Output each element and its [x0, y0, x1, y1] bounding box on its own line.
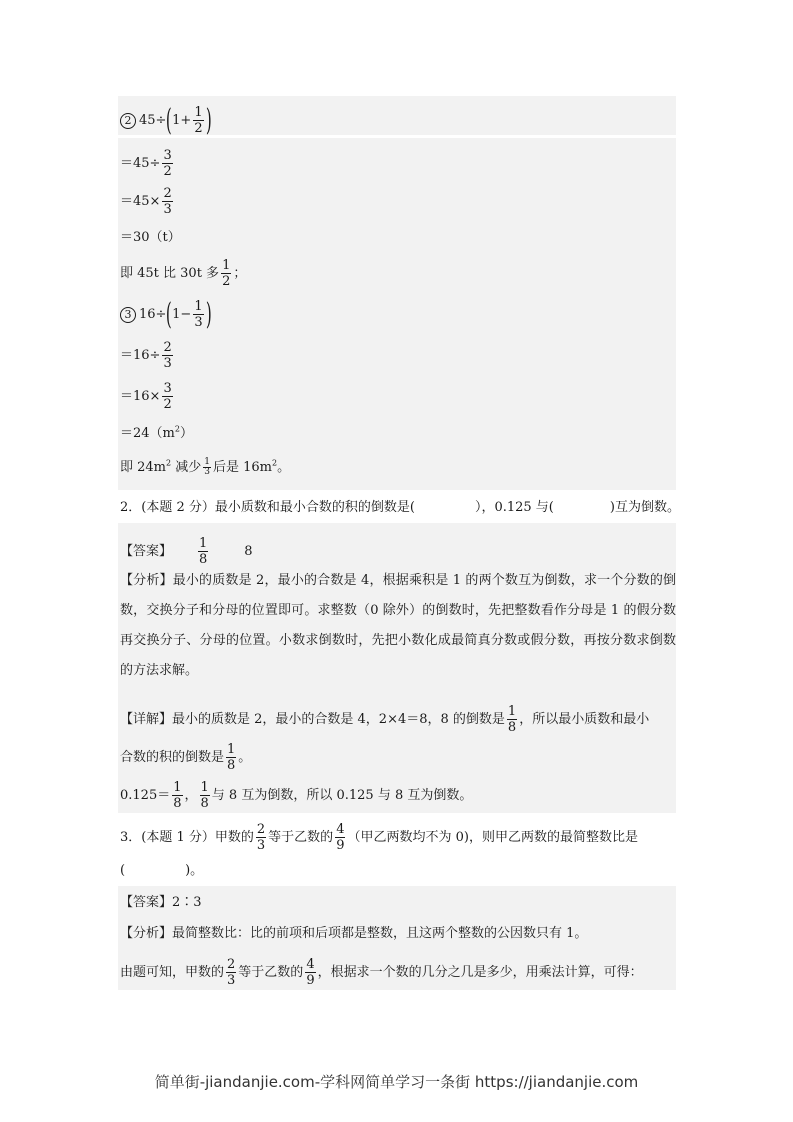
superscript: 2 — [174, 424, 180, 434]
answer-label: 【答案】 — [120, 544, 173, 559]
expr-text: 。 — [277, 460, 291, 475]
question-text: ），0.125 与( — [474, 500, 554, 515]
q3-blank-line — [120, 863, 203, 879]
page-footer: 简单街-jiandanjie.com-学科网简单学习一条街 https://jiandanjie.com — [154, 1073, 639, 1091]
step3-conclusion — [120, 458, 290, 477]
question-text: （甲乙两数均不为 0)，则甲乙两数的最简整数比是 — [347, 830, 638, 845]
step2-conclusion — [120, 258, 246, 289]
question-text: 3．(本题 1 分）甲数的 — [120, 830, 254, 845]
right-paren: ) — [205, 296, 212, 332]
fraction: $\frac{1}{8}$ — [173, 780, 182, 811]
detail-text: 【详解】最小的质数是 2，最小的合数是 4，2×4＝8，8 的倒数是 — [120, 712, 505, 727]
fraction: $\frac{2}{3}$ — [163, 186, 172, 217]
expr-text: ＝45÷ — [120, 156, 161, 171]
fraction: $\frac{1}{8}$ — [200, 780, 209, 811]
answer-value: 8 — [244, 544, 253, 559]
expr-text: 后是 16m — [212, 460, 272, 475]
right-paren: ) — [205, 102, 212, 138]
fraction: $\frac{1}{3}$ — [204, 457, 210, 477]
detail-text: 由题可知，甲数的 — [120, 965, 225, 980]
detail-text: ， — [184, 788, 198, 803]
expr-text: 45÷ — [139, 113, 167, 128]
step2-line2 — [120, 148, 175, 179]
question-text: 等于乙数的 — [268, 830, 334, 845]
expr-text: 16÷ — [139, 307, 167, 322]
question-text: )互为倒数。 — [609, 500, 680, 515]
step2-expression — [120, 102, 212, 138]
fraction: $\frac{2}{3}$ — [256, 822, 266, 853]
fraction: $\frac{1}{3}$ — [194, 299, 203, 330]
step3-line3 — [120, 381, 175, 412]
fraction: $\frac{2}{3}$ — [227, 957, 236, 988]
expr-text: ＝45× — [120, 194, 161, 209]
fraction: $\frac{4}{9}$ — [336, 822, 345, 853]
detail-text: 与 8 互为倒数，所以 0.125 与 8 互为倒数。 — [211, 788, 473, 803]
q2-question — [120, 500, 680, 516]
detail-text: 0.125＝ — [120, 788, 171, 803]
q2-detail-line1 — [120, 704, 649, 735]
step3-result — [120, 426, 193, 442]
expr-text: 1+ — [172, 113, 192, 128]
q3-question — [120, 822, 638, 853]
circled-number: 2 — [120, 113, 136, 129]
expr-text: 即 45t 比 30t 多 — [120, 266, 220, 281]
q3-analysis: 【分析】最简整数比：比的前项和后项都是整数，且这两个整数的公因数只有 1。 — [120, 926, 588, 941]
detail-text: ，根据求一个数的几分之几是多少，用乘法计算，可得： — [317, 965, 643, 980]
question-text: ( — [120, 863, 126, 878]
fraction: $\frac{3}{2}$ — [163, 148, 172, 179]
step2-line3 — [120, 186, 175, 217]
q2-detail-line2 — [120, 742, 251, 773]
fraction: $\frac{3}{2}$ — [163, 381, 172, 412]
detail-text: 。 — [238, 750, 252, 765]
detail-text: 等于乙数的 — [238, 965, 304, 980]
expr-text: 即 24m — [120, 460, 167, 475]
fraction: $\frac{1}{8}$ — [227, 742, 236, 773]
expr-text: ＝24（m — [120, 426, 175, 441]
expr-text: 1− — [172, 307, 192, 322]
q3-detail — [120, 957, 643, 988]
step3-line2 — [120, 340, 175, 371]
superscript: 2 — [272, 458, 278, 468]
expr-text: ； — [233, 266, 247, 281]
superscript: 2 — [166, 458, 172, 468]
q2-detail-line3 — [120, 780, 472, 811]
fraction: $\frac{1}{8}$ — [199, 536, 208, 567]
question-text: )。 — [185, 863, 204, 878]
fraction: $\frac{2}{3}$ — [163, 340, 172, 371]
q2-analysis: 【分析】最小的质数是 2，最小的合数是 4，根据乘积是 1 的两个数互为倒数，求一个分数的倒数，交换分子和分母的位置即可。求整数（0 除外）的倒数时，先把整数看作分母是 1 的假分数再交换分子、分母的位置。小数求倒数时，先把小数化成最简真分数或假分数，再按分数求倒数的方法求解。 — [120, 573, 676, 678]
fraction: $\frac{1}{8}$ — [507, 704, 517, 735]
expr-text: ＝16× — [120, 389, 161, 404]
step2-result: ＝30（t） — [120, 230, 181, 245]
left-paren: ( — [166, 296, 173, 332]
left-paren: ( — [166, 102, 173, 138]
step3-expression — [120, 296, 212, 332]
q2-answer — [120, 536, 253, 567]
q3-answer: 【答案】2∶3 — [120, 895, 202, 910]
fraction: $\frac{1}{2}$ — [194, 105, 203, 136]
expr-text: ＝16÷ — [120, 348, 161, 363]
expr-text: 减少 — [171, 460, 202, 475]
question-text: 2．(本题 2 分）最小质数和最小合数的积的倒数是( — [120, 500, 415, 515]
circled-number: 3 — [120, 307, 136, 323]
fraction: $\frac{1}{2}$ — [222, 258, 231, 289]
fraction: $\frac{4}{9}$ — [306, 957, 315, 988]
expr-text: ） — [179, 426, 193, 441]
detail-text: ，所以最小质数和最小 — [519, 712, 650, 727]
detail-text: 合数的积的倒数是 — [120, 750, 225, 765]
